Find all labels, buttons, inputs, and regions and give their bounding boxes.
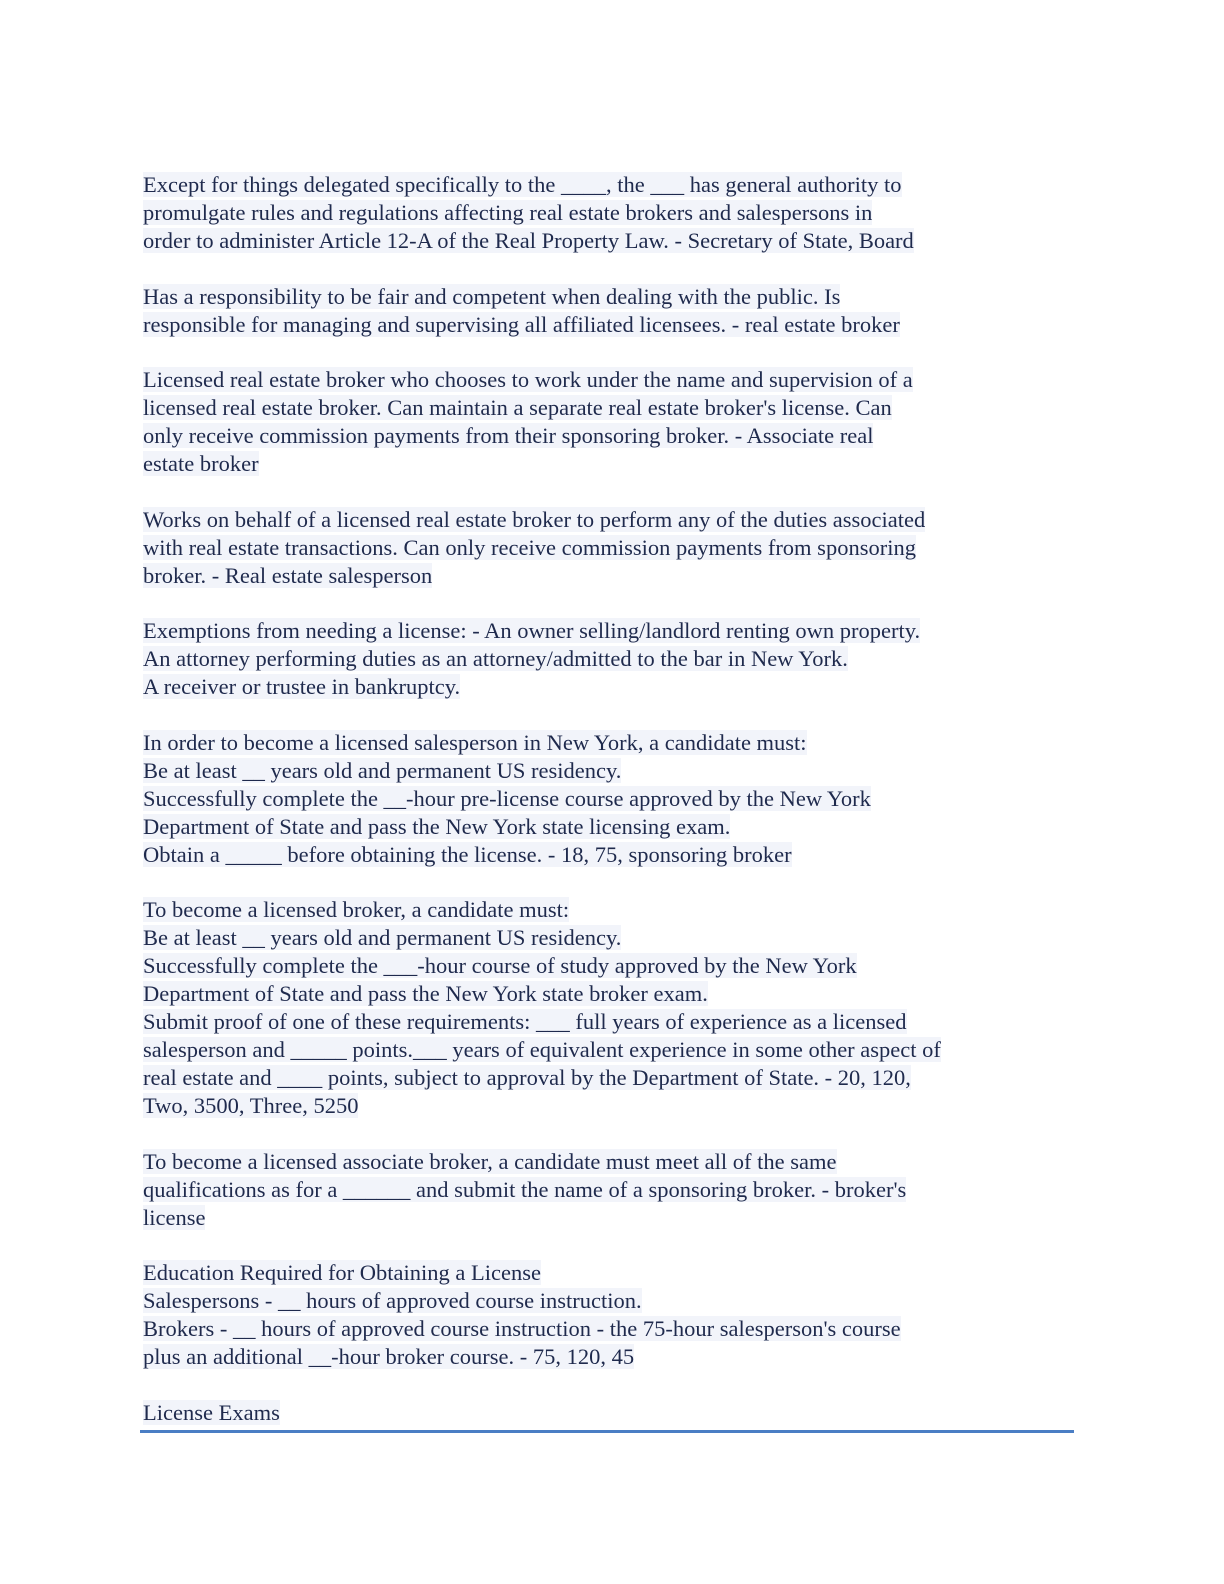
text-line: promulgate rules and regulations affecting real estate brokers and salespersons in [143, 200, 873, 225]
text-line: order to administer Article 12-A of the Real Property Law. - Secretary of State, Board [143, 228, 914, 253]
flashcard-paragraph [143, 896, 1083, 1120]
text-line: A receiver or trustee in bankruptcy. [143, 674, 461, 699]
text-line: licensed real estate broker. Can maintain a separate real estate broker's license. Can [143, 395, 892, 420]
flashcard-paragraph [143, 1148, 1083, 1232]
text-line: estate broker [143, 451, 259, 476]
text-line: only receive commission payments from their sponsoring broker. - Associate real [143, 423, 874, 448]
flashcard-paragraph [143, 1259, 1083, 1371]
text-line: In order to become a licensed salesperson in New York, a candidate must: [143, 729, 807, 755]
flashcard-paragraph [143, 366, 1083, 478]
text-line: broker. - Real estate salesperson [143, 562, 433, 588]
text-line: real estate and ____ points, subject to approval by the Department of State. - 20, 120, [143, 1065, 911, 1090]
text-line: Department of State and pass the New York state broker exam. [143, 981, 708, 1006]
text-line: license [143, 1204, 206, 1230]
flashcard-paragraph [143, 506, 1083, 590]
flashcard-paragraph [143, 617, 1083, 701]
text-line: Except for things delegated specifically to the ____, the ___ has general authority to [143, 172, 902, 197]
text-line: Licensed real estate broker who chooses to work under the name and supervision of a [143, 367, 913, 392]
footer-divider [140, 1430, 1074, 1433]
text-line: Successfully complete the ___-hour course of study approved by the New York [143, 953, 857, 978]
text-line: Brokers - __ hours of approved course instruction - the 75-hour salesperson's course [143, 1316, 901, 1341]
text-line: plus an additional __-hour broker course. - 75, 120, 45 [143, 1344, 635, 1369]
text-line: Be at least __ years old and permanent US residency. [143, 757, 622, 783]
text-line: with real estate transactions. Can only receive commission payments from sponsoring [143, 534, 916, 560]
text-line: Has a responsibility to be fair and competent when dealing with the public. Is [143, 283, 841, 309]
text-line: To become a licensed broker, a candidate must: [143, 897, 570, 922]
text-line: responsible for managing and supervising all affiliated licensees. - real estate broker [143, 311, 900, 337]
text-line: Two, 3500, Three, 5250 [143, 1093, 359, 1118]
text-line: qualifications as for a ______ and submit the name of a sponsoring broker. - broker's [143, 1176, 907, 1202]
flashcard-paragraph [143, 1399, 1083, 1427]
document-body [143, 171, 1083, 1454]
text-line: Salespersons - __ hours of approved course instruction. [143, 1288, 642, 1313]
flashcard-paragraph [143, 171, 1083, 255]
flashcard-paragraph [143, 729, 1083, 869]
text-line: Submit proof of one of these requirements: ___ full years of experience as a licensed [143, 1009, 907, 1034]
text-line: Be at least __ years old and permanent US residency. [143, 925, 622, 950]
text-line: License Exams [143, 1399, 280, 1425]
flashcard-paragraph [143, 283, 1083, 339]
text-line: Works on behalf of a licensed real estate broker to perform any of the duties associated [143, 506, 926, 532]
text-line: An attorney performing duties as an attorney/admitted to the bar in New York. [143, 646, 848, 671]
text-line: Education Required for Obtaining a License [143, 1260, 541, 1285]
text-line: To become a licensed associate broker, a candidate must meet all of the same [143, 1148, 837, 1174]
text-line: Department of State and pass the New York state licensing exam. [143, 813, 731, 839]
text-line: Exemptions from needing a license: - An owner selling/landlord renting own property. [143, 618, 921, 643]
text-line: Successfully complete the __-hour pre-license course approved by the New York [143, 785, 871, 811]
text-line: Obtain a _____ before obtaining the license. - 18, 75, sponsoring broker [143, 841, 792, 867]
text-line: salesperson and _____ points.___ years of equivalent experience in some other aspect of [143, 1037, 941, 1062]
